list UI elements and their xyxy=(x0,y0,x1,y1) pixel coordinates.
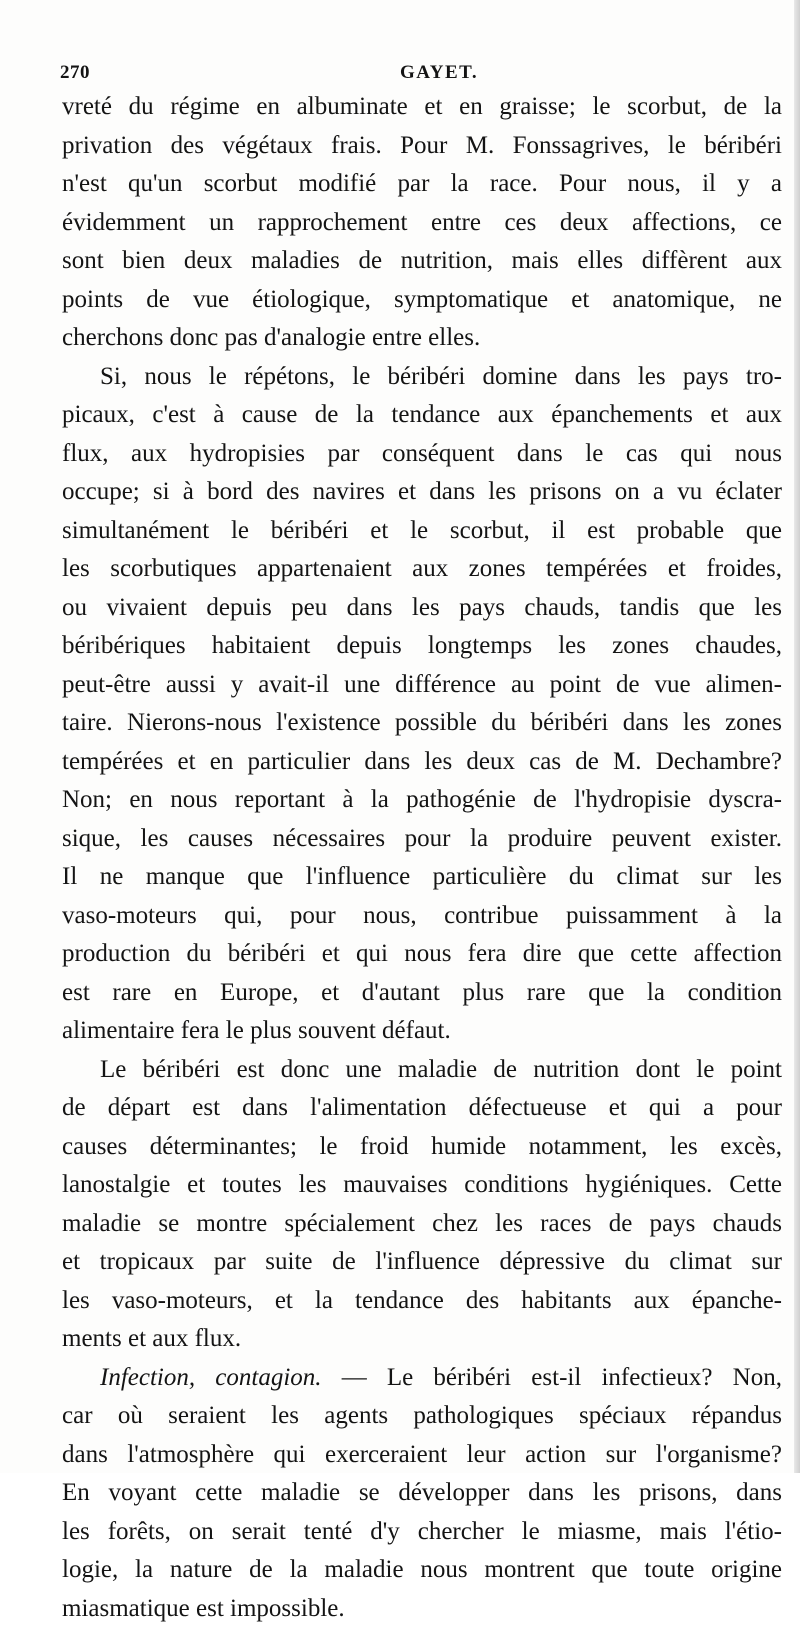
text-line: n'est qu'un scorbut modifié par la race. Pour nous, il y a xyxy=(62,165,782,204)
text-line: tempérées et en particulier dans les deux cas de M. Dechambre? xyxy=(62,743,782,782)
text-line: Si, nous le répétons, le béribéri domine dans les pays tro- xyxy=(62,358,782,397)
text-line: alimentaire fera le plus souvent défaut. xyxy=(62,1012,782,1051)
text-line: privation des végétaux frais. Pour M. Fonssagrives, le béribéri xyxy=(62,127,782,166)
text-line: En voyant cette maladie se développer dans les prisons, dans xyxy=(62,1474,782,1513)
text-line: simultanément le béribéri et le scorbut, il est probable que xyxy=(62,512,782,551)
text-line: de départ est dans l'alimentation défectueuse et qui a pour xyxy=(62,1089,782,1128)
text-line: car où seraient les agents pathologiques spéciaux répandus xyxy=(62,1397,782,1436)
text-line: taire. Nierons-nous l'existence possible du béribéri dans les zones xyxy=(62,704,782,743)
text-line: les forêts, on serait tenté d'y chercher le miasme, mais l'étio- xyxy=(62,1513,782,1552)
text-line: flux, aux hydropisies par conséquent dans le cas qui nous xyxy=(62,435,782,474)
section-first-line-text: — Le béribéri est-il infectieux? Non, xyxy=(322,1364,782,1391)
text-line: cherchons donc pas d'analogie entre elles. xyxy=(62,319,782,358)
running-head: GAYET. xyxy=(400,62,478,84)
body-text xyxy=(62,88,782,1628)
text-line: les scorbutiques appartenaient aux zones tempérées et froides, xyxy=(62,550,782,589)
text-line: logie, la nature de la maladie nous montrent que toute origine xyxy=(62,1551,782,1590)
text-line: est rare en Europe, et d'autant plus rare que la condition xyxy=(62,974,782,1013)
text-line: dans l'atmosphère qui exerceraient leur action sur l'organisme? xyxy=(62,1436,782,1475)
text-line: les vaso-moteurs, et la tendance des habitants aux épanche- xyxy=(62,1282,782,1321)
text-line: béribériques habitaient depuis longtemps les zones chaudes, xyxy=(62,627,782,666)
text-line: sique, les causes nécessaires pour la produire peuvent exister. xyxy=(62,820,782,859)
text-line: Il ne manque que l'influence particulière du climat sur les xyxy=(62,858,782,897)
text-line: production du béribéri et qui nous fera dire que cette affection xyxy=(62,935,782,974)
text-line: évidemment un rapprochement entre ces deux affections, ce xyxy=(62,204,782,243)
text-line: vaso-moteurs qui, pour nous, contribue puissamment à la xyxy=(62,897,782,936)
page-edge xyxy=(794,0,800,1473)
page-number: 270 xyxy=(60,62,90,84)
section-heading: Infection, contagion. xyxy=(100,1364,322,1391)
text-line: lanostalgie et toutes les mauvaises conditions hygiéniques. Cette xyxy=(62,1166,782,1205)
text-line: Le béribéri est donc une maladie de nutrition dont le point xyxy=(62,1051,782,1090)
text-line: maladie se montre spécialement chez les races de pays chauds xyxy=(62,1205,782,1244)
section-first-line xyxy=(62,1359,782,1398)
text-line: miasmatique est impossible. xyxy=(62,1590,782,1628)
text-line: occupe; si à bord des navires et dans les prisons on a vu éclater xyxy=(62,473,782,512)
text-line: causes déterminantes; le froid humide notamment, les excès, xyxy=(62,1128,782,1167)
text-line: peut-être aussi y avait-il une différence au point de vue alimen- xyxy=(62,666,782,705)
text-line: vreté du régime en albuminate et en graisse; le scorbut, de la xyxy=(62,88,782,127)
text-line: sont bien deux maladies de nutrition, mais elles diffèrent aux xyxy=(62,242,782,281)
text-line: et tropicaux par suite de l'influence dépressive du climat sur xyxy=(62,1243,782,1282)
page-header xyxy=(60,62,780,86)
text-line: Non; en nous reportant à la pathogénie de l'hydropisie dyscra- xyxy=(62,781,782,820)
text-line: points de vue étiologique, symptomatique et anatomique, ne xyxy=(62,281,782,320)
text-line: picaux, c'est à cause de la tendance aux épanchements et aux xyxy=(62,396,782,435)
text-line: ou vivaient depuis peu dans les pays chauds, tandis que les xyxy=(62,589,782,628)
text-line: ments et aux flux. xyxy=(62,1320,782,1359)
